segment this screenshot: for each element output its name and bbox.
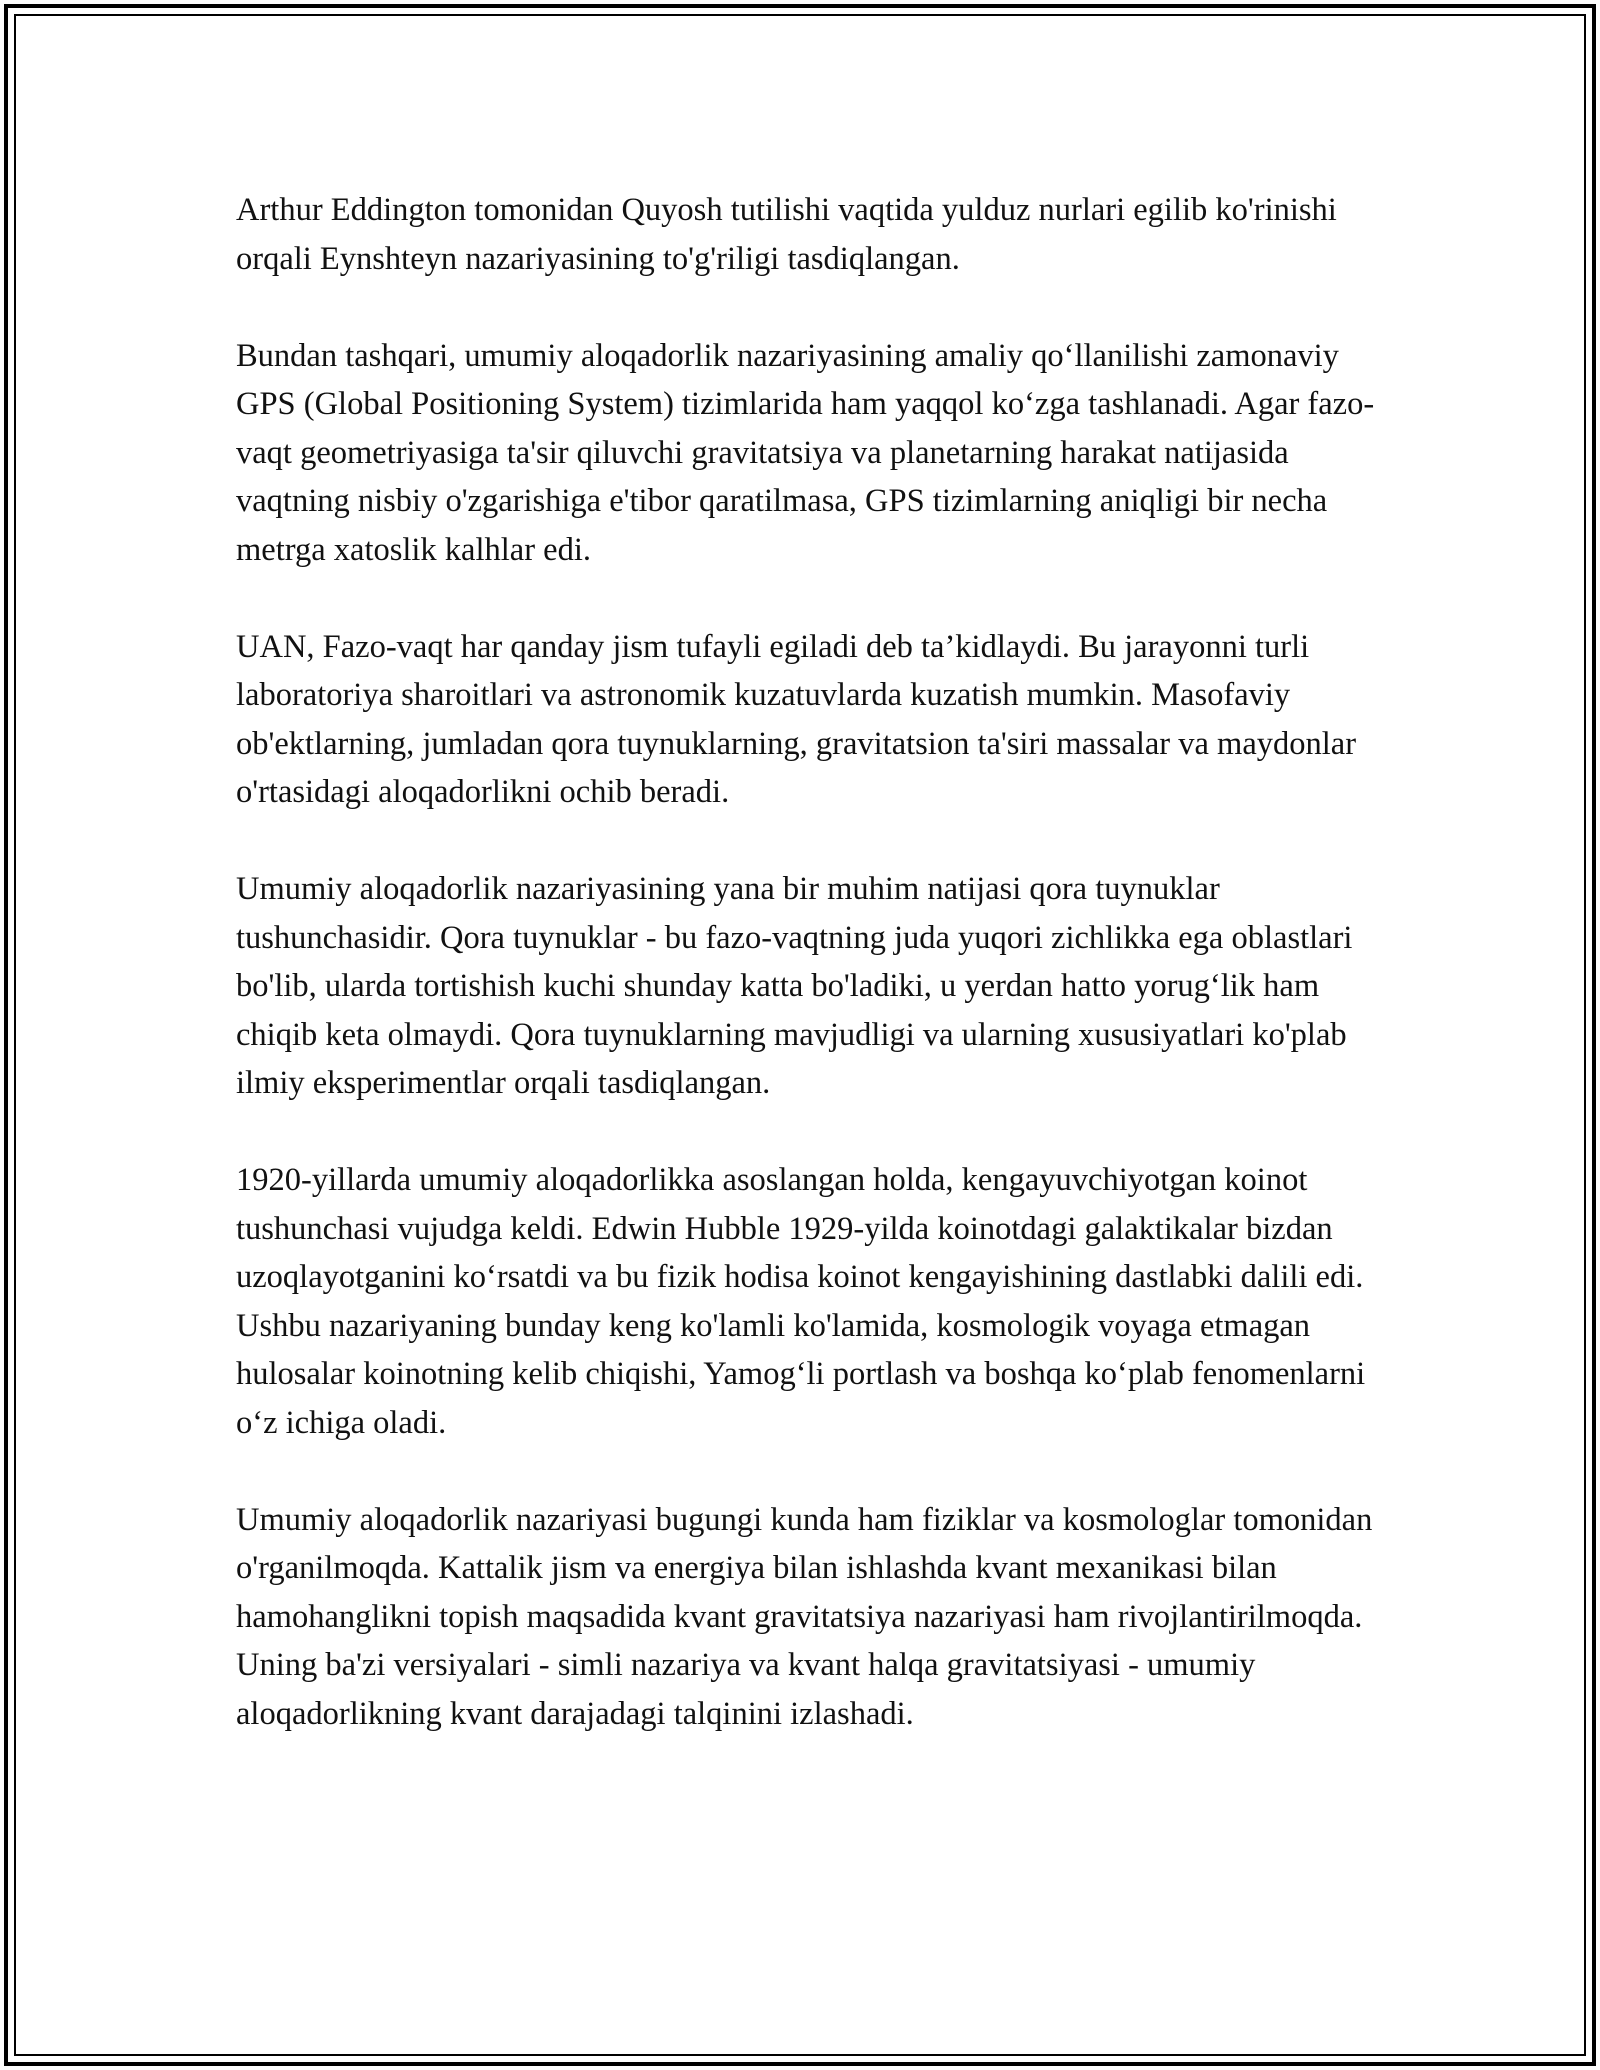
paragraph-3: UAN, Fazo-vaqt har qanday jism tufayli egiladi deb ta’kidlaydi. Bu jarayonni turli laboratoriya sharoitlari va astronomik kuzatuvlarda kuzatish mumkin. Masofaviy ob'ektlarning, jumladan qora tuynuklarning, gravitatsion ta'siri massalar va maydonlar o'rtasidagi aloqadorlikni ochib beradi.: [236, 628, 1357, 810]
paragraph-6: Umumiy aloqadorlik nazariyasi bugungi kunda ham fiziklar va kosmologlar tomonidan o'rganilmoqda. Kattalik jism va energiya bilan ishlashda kvant mexanikasi bilan hamohanglikni topish maqsadida kvant gravitatsiya nazariyasi ham rivojlantirilmoqda. Uning ba'zi versiyalari - simli nazariya va kvant halqa gravitatsiyasi - umumiy aloqadorlikning kvant darajadagi talqinini izlashadi.: [236, 1501, 1373, 1732]
paragraph-5: 1920-yillarda umumiy aloqadorlikka asoslangan holda, kengayuvchiyotgan koinot tushunchasi vujudga keldi. Edwin Hubble 1929-yilda koinotdagi galaktikalar bizdan uzoqlayotganini ko‘rsatdi va bu fizik hodisa koinot kengayishining dastlabki dalili edi. Ushbu nazariyaning bunday keng ko'lamli ko'lamida, kosmologik voyaga etmagan hulosalar koinotning kelib chiqishi, Yamog‘li portlash va boshqa ko‘plab fenomenlarni o‘z ichiga oladi.: [236, 1162, 1366, 1441]
document-body: [236, 186, 1376, 1787]
paragraph-1: Arthur Eddington tomonidan Quyosh tutilishi vaqtida yulduz nurlari egilib ko'rinishi orqali Eynshteyn nazariyasining to'g'riligi tasdiqlangan.: [236, 192, 1337, 277]
paragraph-2: Bundan tashqari, umumiy aloqadorlik nazariyasining amaliy qo‘llanilishi zamonaviy GPS (Global Positioning System) tizimlarida ham yaqqol ko‘zga tashlanadi. Agar fazo-vaqt geometriyasiga ta'sir qiluvchi gravitatsiya va planetarning harakat natijasida vaqtning nisbiy o'zgarishiga e'tibor qaratilmasa, GPS tizimlarning aniqligi bir necha metrga xatoslik kalhlar edi.: [236, 337, 1375, 568]
paragraph-4: Umumiy aloqadorlik nazariyasining yana bir muhim natijasi qora tuynuklar tushunchasidir. Qora tuynuklar - bu fazo-vaqtning juda yuqori zichlikka ega oblastlari bo'lib, ularda tortishish kuchi shunday katta bo'ladiki, u yerdan hatto yorug‘lik ham chiqib keta olmaydi. Qora tuynuklarning mavjudligi va ularning xususiyatlari ko'plab ilmiy eksperimentlar orqali tasdiqlangan.: [236, 871, 1353, 1101]
